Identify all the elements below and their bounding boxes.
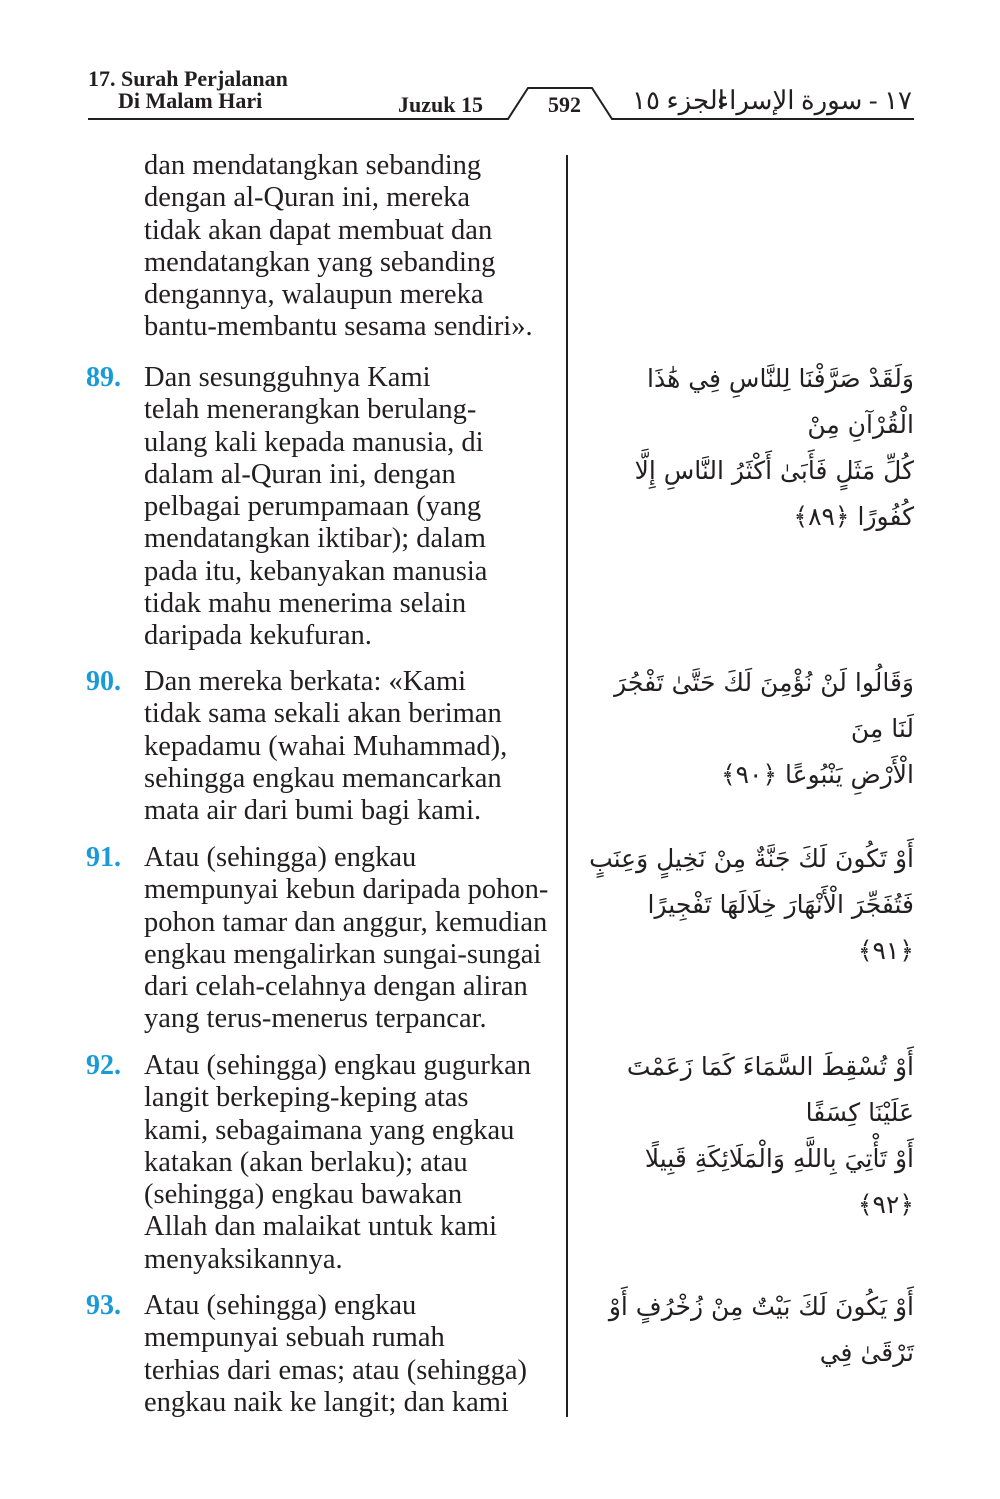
verse-number: 92. xyxy=(86,1050,121,1081)
verse-number: 91. xyxy=(86,842,121,873)
verse-translation: Atau (sehingga) engkau mempunyai sebuah rumah terhias dari emas; atau (sehingga) engkau naik ke langit; dan kami xyxy=(144,1290,528,1418)
surah-title-line1: 17. Surah Perjalanan xyxy=(88,66,288,91)
verse-90-arabic: وَقَالُوا لَنْ نُؤْمِنَ لَكَ حَتَّىٰ تَفْجُرَ لَنَا مِنَ الْأَرْضِ يَنْبُوعًا ﴿٩٠﴾ xyxy=(614,668,914,789)
verse-translation: Atau (sehingga) engkau mempunyai kebun daripada pohon- pohon tamar dan anggur, kemudian engkau mengalirkan sungai-sungai dari celah-celahnya dengan aliran yang terus-menerus terpancar. xyxy=(144,842,549,1035)
verse-92-arabic: أَوْ تُسْقِطَ السَّمَاءَ كَمَا زَعَمْتَ عَلَيْنَا كِسَفًا أَوْ تَأْتِيَ بِاللَّهِ وَالْمَلَائِكَةِ قَبِيلًا ﴿٩٢﴾ xyxy=(626,1052,914,1219)
page-number: 592 xyxy=(548,92,581,117)
verse-number: 90. xyxy=(86,666,121,697)
juzuk-label: Juzuk 15 xyxy=(398,92,483,117)
surah-title-latin xyxy=(88,68,288,112)
verse-91-arabic: أَوْ تَكُونَ لَكَ جَنَّةٌ مِنْ نَخِيلٍ وَعِنَبٍ فَتُفَجِّرَ الْأَنْهَارَ خِلَالَهَا تَفْجِيرًا ﴿٩١﴾ xyxy=(589,844,914,965)
verse-93-arabic: أَوْ يَكُونَ لَكَ بَيْتٌ مِنْ زُخْرُفٍ أَوْ تَرْقَىٰ فِي xyxy=(608,1292,914,1367)
juz-label-arabic: الجزء ١٥ xyxy=(632,86,725,115)
intro-text: dan mendatangkan sebanding dengan al-Quran ini, mereka tidak akan dapat membuat dan mendatangkan yang sebanding dengannya, walaupun mereka bantu-membantu sesama sendiri». xyxy=(144,150,533,343)
verse-89-arabic: وَلَقَدْ صَرَّفْنَا لِلنَّاسِ فِي هَٰذَا الْقُرْآنِ مِنْ كُلِّ مَثَلٍ فَأَبَىٰ أَكْثَرُ النَّاسِ إِلَّا كُفُورًا ﴿٨٩﴾ xyxy=(634,364,914,531)
verse-number: 89. xyxy=(86,362,121,393)
column-divider xyxy=(566,155,568,1417)
page-header xyxy=(0,0,1000,130)
verse-number: 93. xyxy=(86,1290,121,1321)
verse-translation: Dan sesungguhnya Kami telah menerangkan berulang- ulang kali kepada manusia, di dalam al-Quran ini, dengan pelbagai perumpamaan (yang mendatangkan iktibar); dalam pada itu, kebanyakan manusia tidak mahu menerima selain daripada kekufuran. xyxy=(144,362,488,652)
verse-translation: Atau (sehingga) engkau gugurkan langit berkeping-keping atas kami, sebagaimana yang engkau katakan (akan berlaku); atau (sehingga) engkau bawakan Allah dan malaikat untuk kami menyaksikannya. xyxy=(144,1050,532,1275)
verse-translation: Dan mereka berkata: «Kami tidak sama sekali akan beriman kepadamu (wahai Muhammad), sehingga engkau memancarkan mata air dari bumi bagi kami. xyxy=(144,666,508,827)
surah-title-arabic: ١٧ - سورة الإسراء xyxy=(716,86,912,115)
surah-title-line2: Di Malam Hari xyxy=(118,88,263,113)
